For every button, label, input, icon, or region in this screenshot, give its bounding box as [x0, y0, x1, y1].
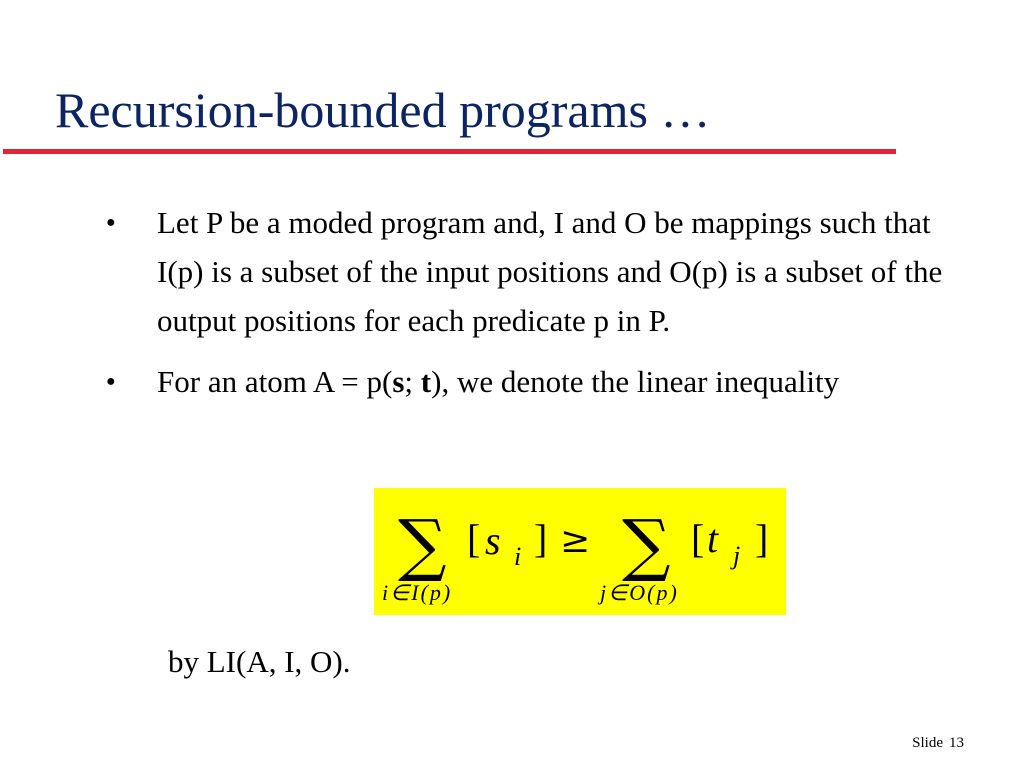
slide-footer — [912, 735, 964, 752]
right-open-bracket: [ — [691, 516, 705, 561]
bullet-list — [100, 198, 960, 418]
atom-arg-t: t — [420, 364, 432, 399]
left-close-bracket: ] — [534, 516, 548, 561]
bullet-text — [157, 364, 839, 399]
bullet-item — [100, 357, 960, 406]
atom-arg-s: s — [392, 364, 405, 399]
bullet-text-prefix: For an atom A = p( — [157, 364, 393, 399]
right-subscript: j — [733, 541, 741, 570]
left-sum-sign: ∑ — [398, 506, 447, 585]
left-open-bracket: [ — [467, 516, 481, 561]
bullet-text-suffix: ), we denote the linear inequality — [431, 364, 840, 399]
bullet-dot-icon: ● — [106, 214, 116, 231]
slide-number: 13 — [949, 735, 964, 751]
slide-title: Recursion-bounded programs … — [55, 82, 711, 138]
bullet-text-sep: ; — [404, 364, 421, 399]
right-sum-sign: ∑ — [622, 506, 671, 585]
relation-geq: ≥ — [560, 520, 591, 561]
formula-box — [374, 488, 786, 615]
right-variable: t — [707, 516, 719, 561]
left-subscript: i — [514, 542, 522, 571]
bullet-dot-icon: ● — [106, 373, 116, 390]
bullet-text: Let P be a moded program and, I and O be mappings such that I(p) is a subset of the input positions and O(p) is a subset of the output positions for each predicate p in P. — [157, 205, 943, 338]
left-variable: s — [485, 518, 501, 563]
title-divider — [3, 149, 896, 154]
right-close-bracket: ] — [755, 516, 769, 561]
trailer-text: by LI(A, I, O). — [168, 644, 351, 679]
slide-label: Slide — [912, 735, 943, 751]
bullet-item — [100, 198, 960, 345]
left-sum-index: i∈I(p) — [382, 580, 453, 605]
right-sum-index: j∈O(p) — [600, 580, 679, 605]
formula-svg — [374, 488, 786, 615]
